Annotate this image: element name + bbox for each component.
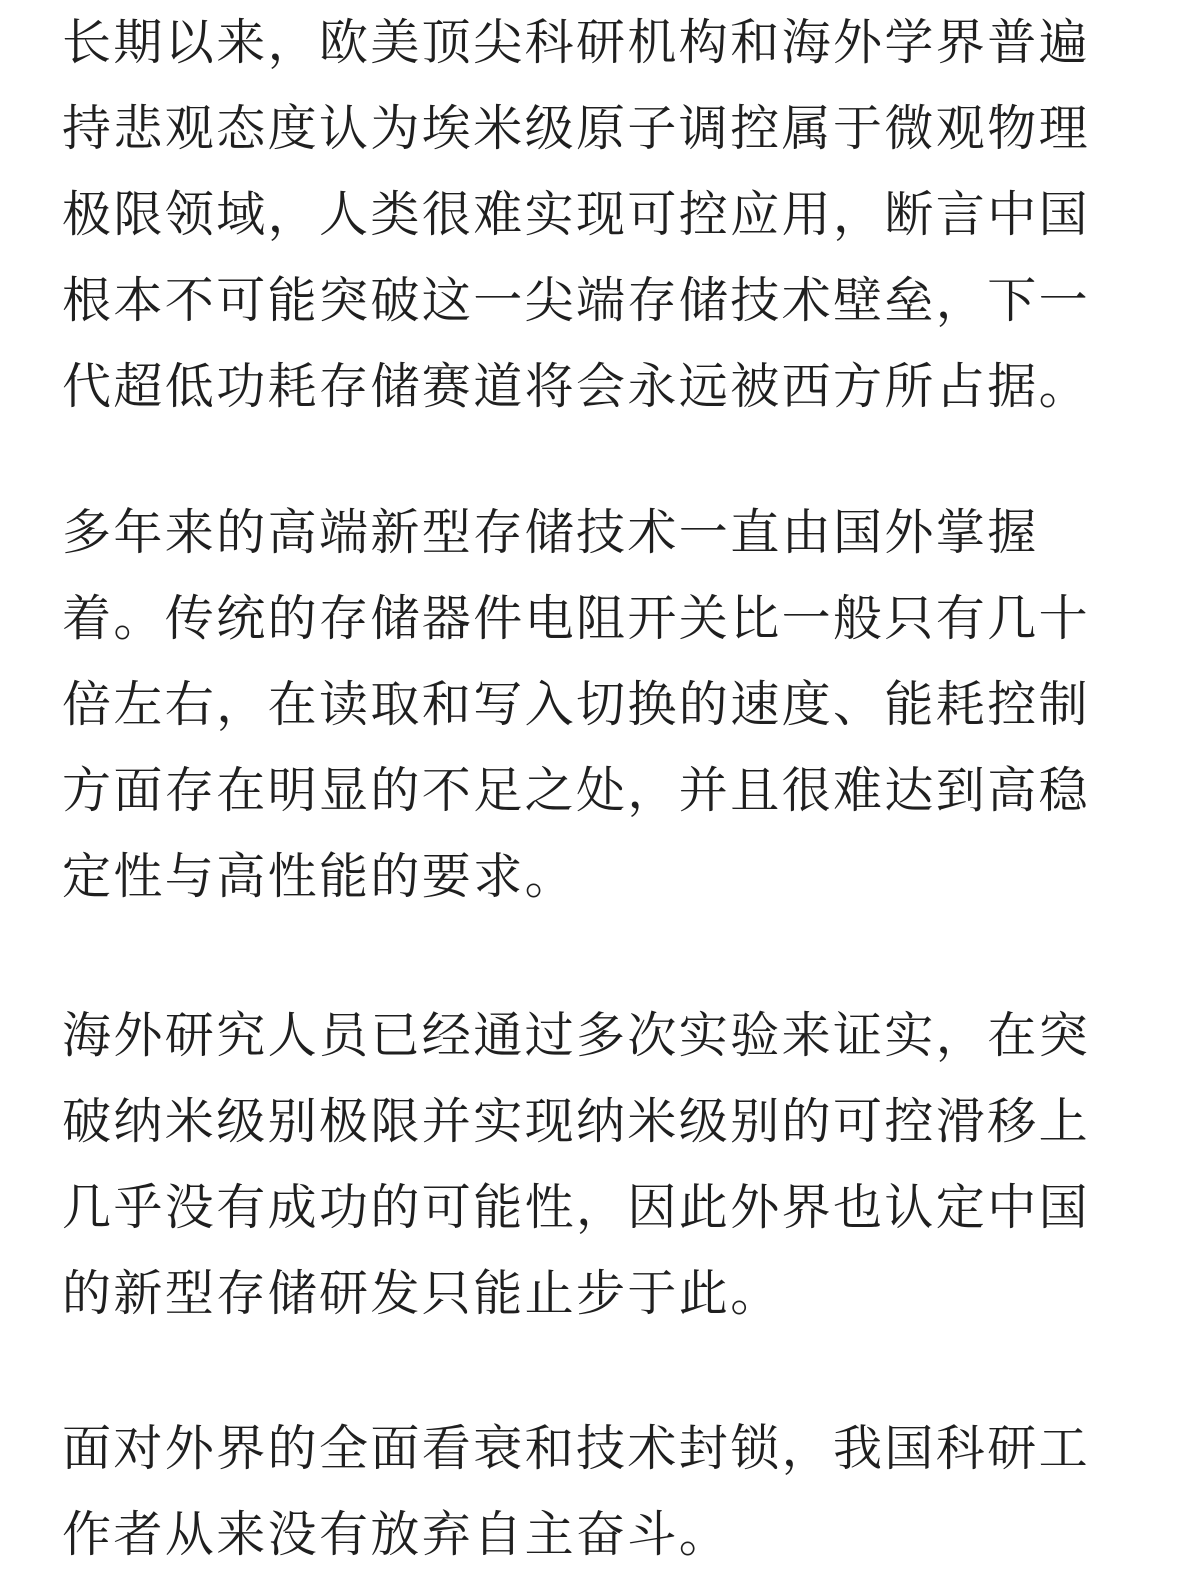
paragraph: 长期以来，欧美顶尖科研机构和海外学界普遍 持悲观态度认为埃米级原子调控属于微观物理 极限领域，人类很难实现可控应用，断言中国 根本不可能突破这一尖端存储技术壁垒，下一 代超低功耗存储赛道将会永远被西方所占据。 — [62, 14, 1091, 415]
paragraph: 多年来的高端新型存储技术一直由国外掌握 着。传统的存储器件电阻开关比一般只有几十 倍左右，在读取和写入切换的速度、能耗控制 方面存在明显的不足之处，并且很难达到高稳 定性与高性能的要求。 — [62, 504, 1091, 905]
paragraph: 面对外界的全面看衰和技术封锁，我国科研工 作者从来没有放弃自主奋斗。 — [62, 1420, 1091, 1563]
paragraph: 海外研究人员已经通过多次实验来证实，在突 破纳米级别极限并实现纳米级别的可控滑移上 几乎没有成功的可能性，因此外界也认定中国 的新型存储研发只能止步于此。 — [62, 1007, 1091, 1322]
